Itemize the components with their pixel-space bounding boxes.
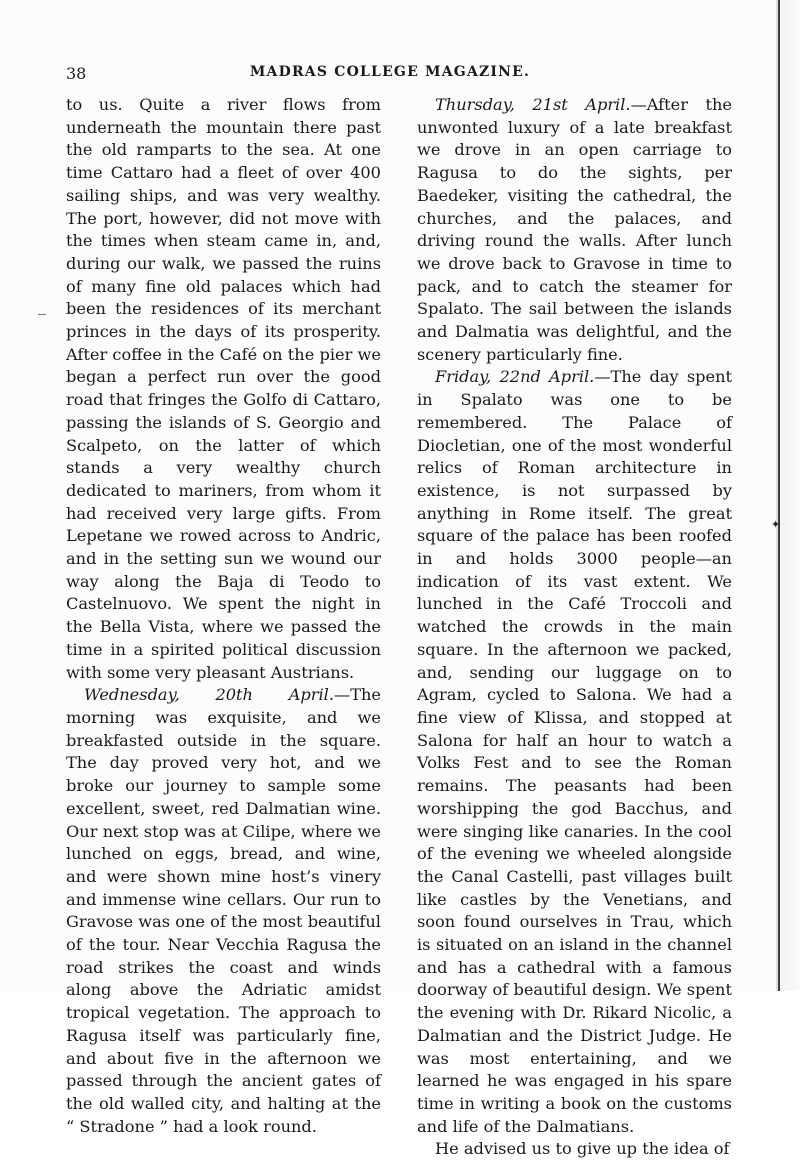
left-paragraph-2 bbox=[66, 684, 381, 1138]
left-column bbox=[66, 94, 381, 1138]
running-head: MADRAS COLLEGE MAGAZINE. bbox=[249, 64, 531, 80]
right-paragraph-3: He advised us to give up the idea of bbox=[435, 1139, 730, 1159]
entry-date: Thursday, 21st April. bbox=[435, 95, 631, 114]
page-number: 38 bbox=[66, 64, 87, 83]
entry-date: Wednesday, 20th April. bbox=[84, 685, 334, 705]
entry-text: —The morning was exquisite, and we breakfasted outside in the square. The day proved very hot, and we broke our journey to sample some excellent, sweet, red Dalmatian wine. Our next stop was at Cilipe, where we lunched on eggs, bread, and wine, and were shown mine host’s vinery and immense wine cellars. Our run to Gravose was one of the most beautiful of the tour. Near Vecchia Ragusa the road strikes the coast and winds along above the Adriatic amidst tropical vegetation. The approach to Ragusa itself was particularly fine, and about five in the afternoon we passed through the ancient gates of the old walled city, and halting at the “ Stradone ” had a look round. bbox=[66, 685, 381, 1136]
margin-mark bbox=[38, 314, 46, 315]
page-edge-shadow bbox=[776, 0, 800, 991]
left-paragraph-1: to us. Quite a river flows from underneath the mountain there past the old ramparts to the sea. At one time Cattaro had a fleet of over 400 sailing ships, and was very wealthy. The port, however, did not move with the times when steam came in, and, during our walk, we passed the ruins of many fine old palaces which had been the residences of its merchant princes in the days of its prosperity. After coffee in the Café on the pier we began a perfect run over the good road that fringes the Golfo di Cattaro, passing the islands of S. Georgio and Scalpeto, on the latter of which stands a very wealthy church dedicated to mariners, from whom it had received very large gifts. From Lepetane we rowed across to Andric, and in the setting sun we wound our way along the Baja di Teodo to Castelnuovo. We spent the night in the Bella Vista, where we passed the time in a spirited political discussion with some very pleasant Austrians. bbox=[66, 95, 381, 682]
right-paragraph-2 bbox=[417, 366, 732, 1138]
edge-tick-mark: ✦ bbox=[771, 518, 781, 531]
right-paragraph-1 bbox=[417, 94, 732, 366]
entry-text: —The day spent in Spalato was one to be remembered. The Palace of Diocletian, one of the most wonderful relics of Roman architecture in existence, is not surpassed by anything in Rome itself. The great square of the palace has been roofed in and holds 3000 people—an indication of its vast extent. We lunched in the Café Troccoli and watched the crowds in the main square. In the afternoon we packed, and, sending our luggage on to Agram, cycled to Salona. We had a fine view of Klissa, and stopped at Salona for half an hour to watch a Volks Fest and to see the Roman remains. The peasants had been worshipping the god Bacchus, and were singing like canaries. In the cool of the evening we wheeled alongside the Canal Castelli, past villages built like castles by the Venetians, and soon found ourselves in Trau, which is situated on an island in the channel and has a cathedral with a famous doorway of beautiful design. We spent the evening with Dr. Rikard Nicolic, a Dalmatian and the District Judge. He was most entertaining, and we learned he was engaged in his spare time in writing a book on the customs and life of the Dalmatians. bbox=[417, 367, 732, 1136]
entry-text: —After the unwonted luxury of a late breakfast we drove in an open carriage to Ragusa to do the sights, per Baedeker, visiting the cathedral, the churches, and the palaces, and driving round the walls. After lunch we drove back to Gravose in time to pack, and to catch the steamer for Spalato. The sail between the islands and Dalmatia was delightful, and the scenery particularly fine. bbox=[417, 95, 732, 364]
entry-date: Friday, 22nd April. bbox=[435, 367, 595, 387]
right-column bbox=[417, 94, 732, 1161]
page-edge-line bbox=[778, 0, 780, 991]
